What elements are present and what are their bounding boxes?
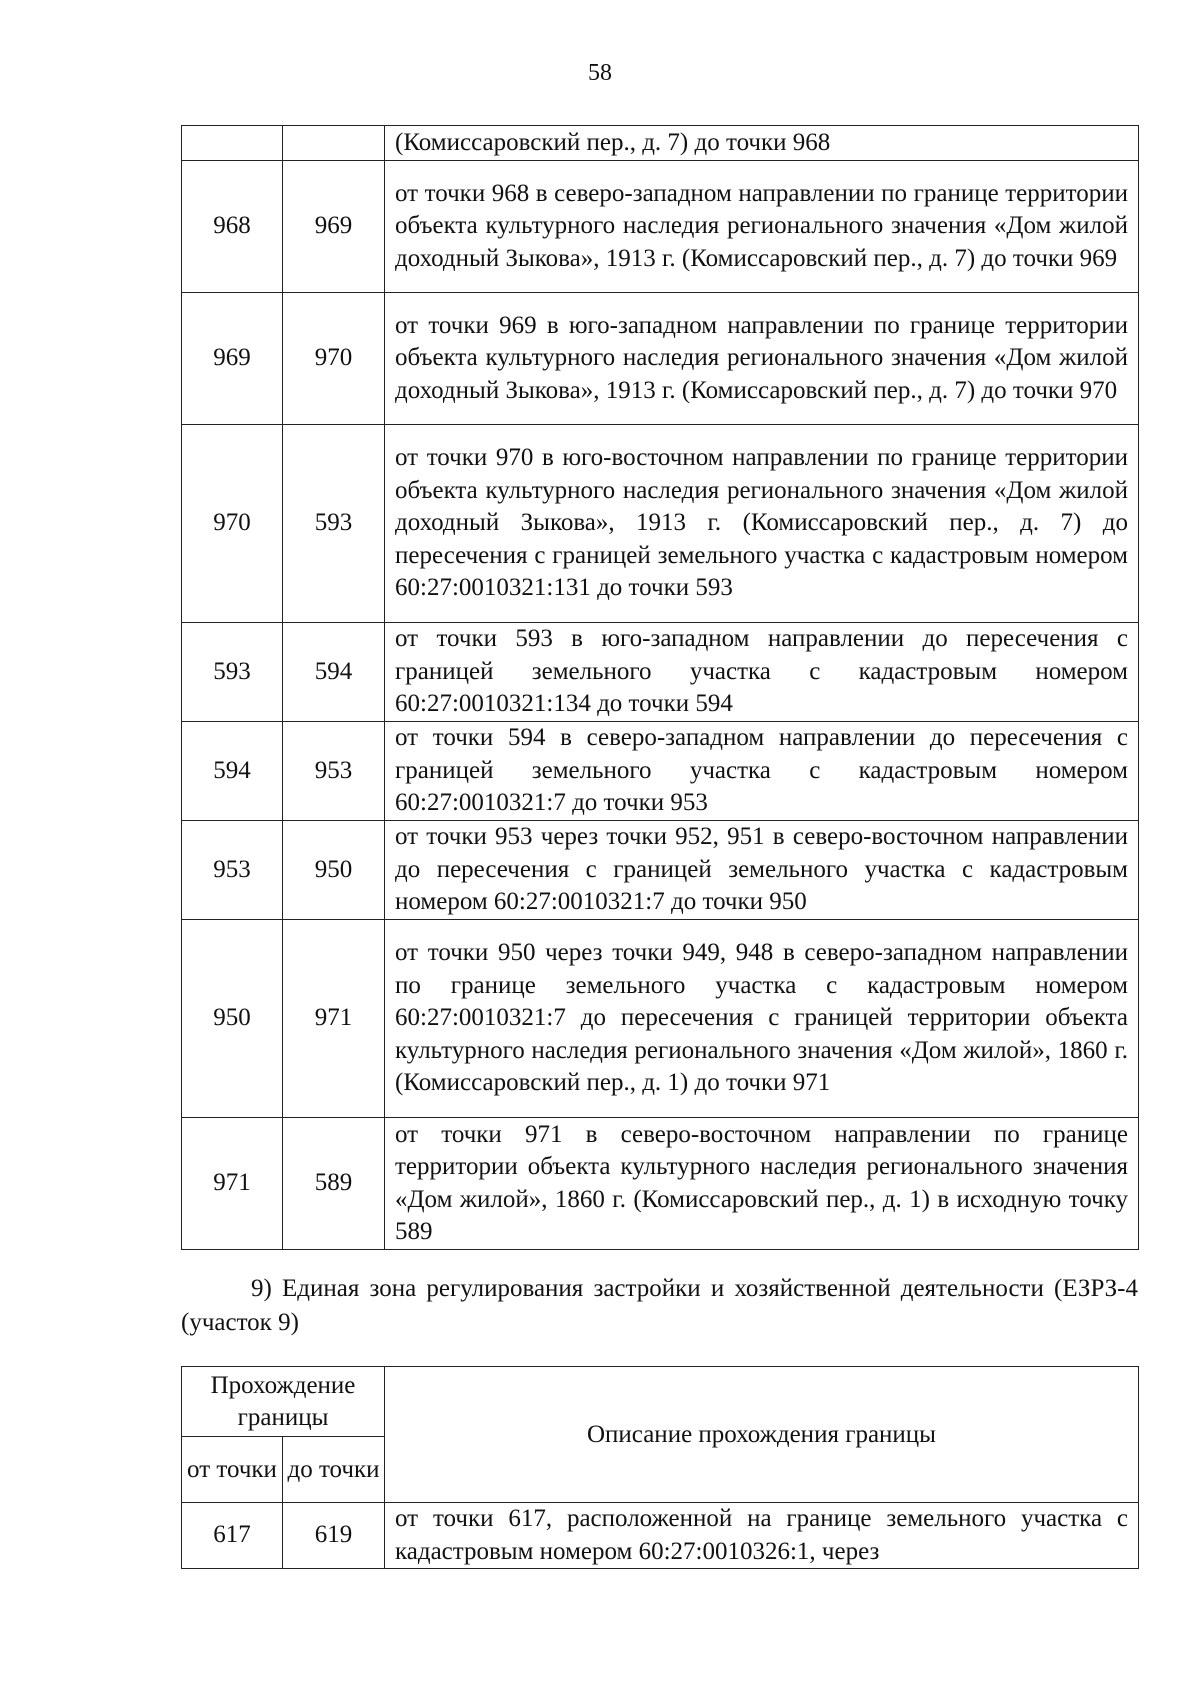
to-point-cell: 593 xyxy=(283,425,385,623)
table-row xyxy=(182,293,1139,425)
header-from-point: от точки xyxy=(182,1437,283,1503)
table-row xyxy=(182,722,1139,821)
description-cell: от точки 617, расположенной на границе земельного участка с кадастровым номером 60:27:0010326:1, через xyxy=(385,1503,1139,1569)
to-point-cell: 970 xyxy=(283,293,385,425)
description-cell: от точки 968 в северо-западном направлении по границе территории объекта культурного наследия регионального значения «Дом жилой доходный Зыкова», 1913 г. (Комиссаровский пер., д. 7) до точки 969 xyxy=(385,161,1139,293)
description-cell: от точки 593 в юго-западном направлении до пересечения с границей земельного участка с кадастровым номером 60:27:0010321:134 до точки 594 xyxy=(385,623,1139,722)
table-row xyxy=(182,1503,1139,1569)
from-point-cell: 970 xyxy=(182,425,283,623)
description-cell: от точки 594 в северо-западном направлении до пересечения с границей земельного участка с кадастровым номером 60:27:0010321:7 до точки 953 xyxy=(385,722,1139,821)
from-point-cell xyxy=(182,126,283,161)
from-point-cell: 950 xyxy=(182,920,283,1118)
to-point-cell: 950 xyxy=(283,821,385,920)
to-point-cell: 971 xyxy=(283,920,385,1118)
table-row xyxy=(182,425,1139,623)
from-point-cell: 953 xyxy=(182,821,283,920)
description-cell: от точки 971 в северо-восточном направлении по границе территории объекта культурного наследия регионального значения «Дом жилой», 1860 г. (Комиссаровский пер., д. 1) в исходную точку 589 xyxy=(385,1118,1139,1250)
description-cell: (Комиссаровский пер., д. 7) до точки 968 xyxy=(385,126,1139,161)
header-description: Описание прохождения границы xyxy=(385,1367,1139,1503)
to-point-cell: 969 xyxy=(283,161,385,293)
to-point-cell: 594 xyxy=(283,623,385,722)
table-row xyxy=(182,1118,1139,1250)
description-cell: от точки 953 через точки 952, 951 в северо-восточном направлении до пересечения с границей земельного участка с кадастровым номером 60:27:0010321:7 до точки 950 xyxy=(385,821,1139,920)
description-cell: от точки 970 в юго-восточном направлении по границе территории объекта культурного наследия регионального значения «Дом жилой доходный Зыкова», 1913 г. (Комиссаровский пер., д. 7) до пересечения с границей земельного участка с кадастровым номером 60:27:0010321:131 до точки 593 xyxy=(385,425,1139,623)
header-to-point: до точки xyxy=(283,1437,385,1503)
boundary-table-section-9 xyxy=(181,1366,1139,1569)
description-cell: от точки 950 через точки 949, 948 в северо-западном направлении по границе земельного участка с кадастровым номером 60:27:0010321:7 до пересечения с границей территории объекта культурного наследия регионального значения «Дом жилой», 1860 г. (Комиссаровский пер., д. 1) до точки 971 xyxy=(385,920,1139,1118)
table-row xyxy=(182,920,1139,1118)
from-point-cell: 971 xyxy=(182,1118,283,1250)
table-header-row xyxy=(182,1367,1139,1437)
from-point-cell: 593 xyxy=(182,623,283,722)
table-row xyxy=(182,161,1139,293)
to-point-cell: 953 xyxy=(283,722,385,821)
page-number: 58 xyxy=(588,60,612,86)
from-point-cell: 968 xyxy=(182,161,283,293)
from-point-cell: 969 xyxy=(182,293,283,425)
table-row xyxy=(182,821,1139,920)
from-point-cell: 617 xyxy=(182,1503,283,1569)
section-heading: 9) Единая зона регулирования застройки и хозяйственной деятельности (ЕЗРЗ-4 (участок 9) xyxy=(181,1275,1138,1336)
header-boundary-passage: Прохождение границы xyxy=(182,1367,385,1437)
to-point-cell xyxy=(283,126,385,161)
to-point-cell: 589 xyxy=(283,1118,385,1250)
table-row xyxy=(182,623,1139,722)
to-point-cell: 619 xyxy=(283,1503,385,1569)
description-cell: от точки 969 в юго-западном направлении по границе территории объекта культурного наследия регионального значения «Дом жилой доходный Зыкова», 1913 г. (Комиссаровский пер., д. 7) до точки 970 xyxy=(385,293,1139,425)
table-row xyxy=(182,126,1139,161)
boundary-table xyxy=(181,125,1139,1250)
from-point-cell: 594 xyxy=(182,722,283,821)
